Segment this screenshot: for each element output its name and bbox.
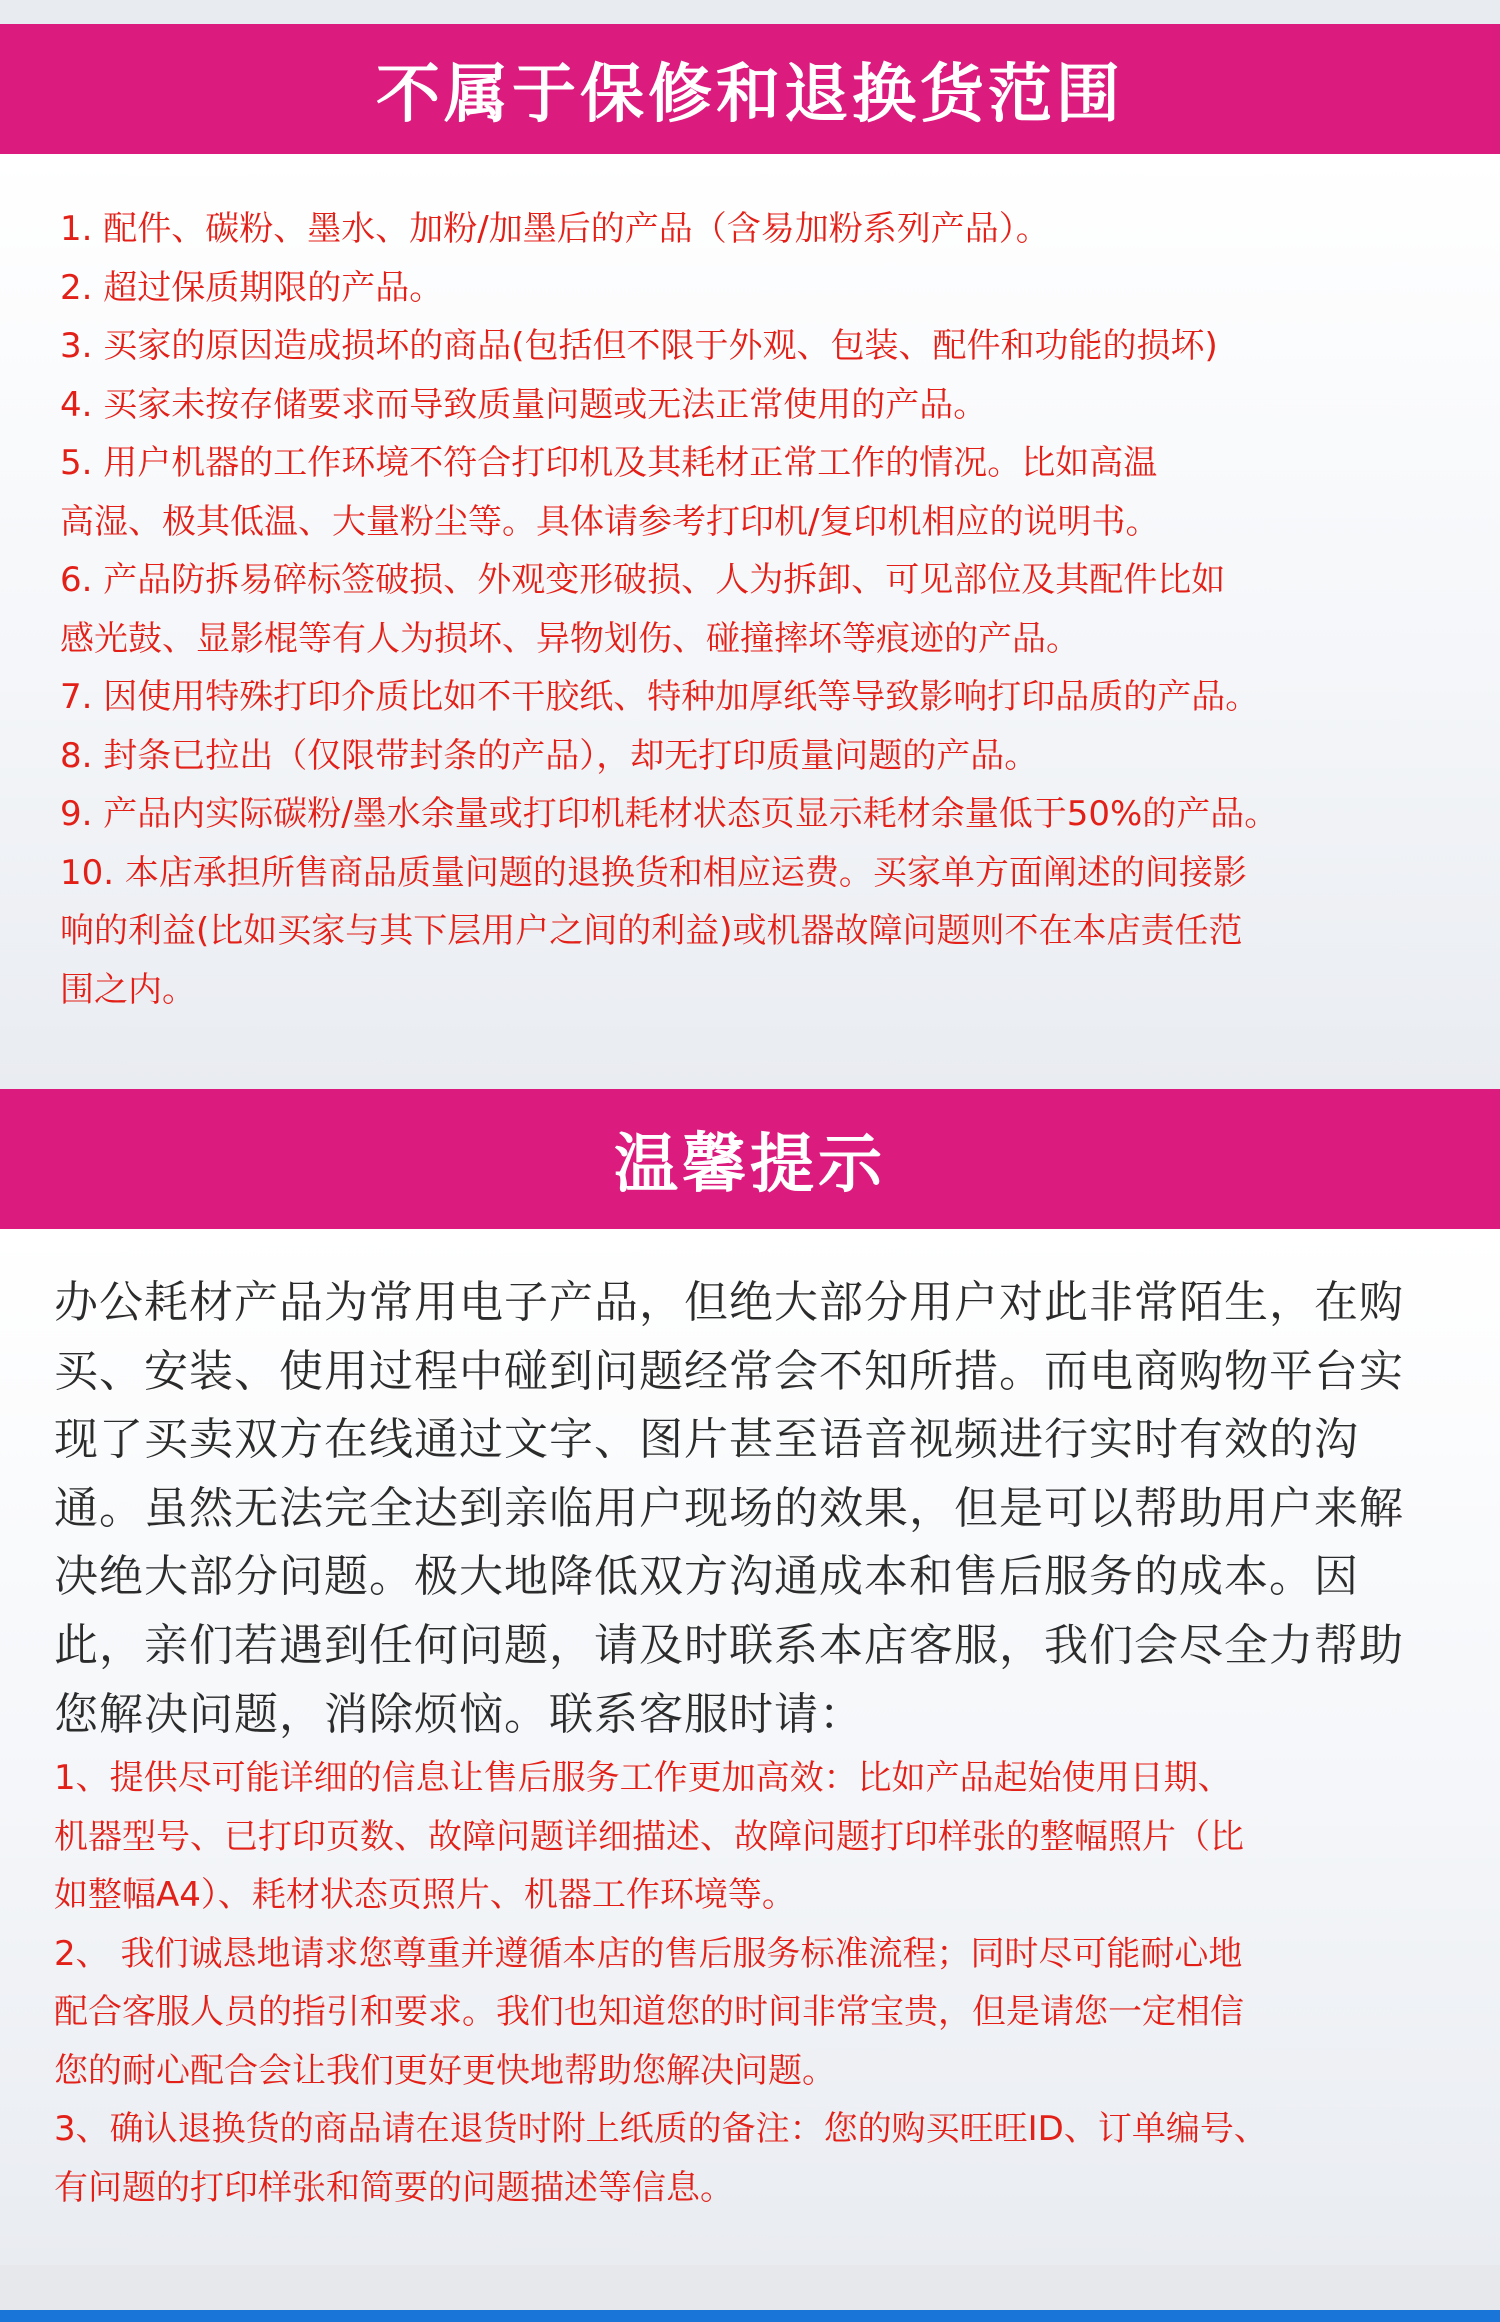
bottom-accent-bar [0, 2310, 1500, 2322]
section1-title-banner [0, 24, 1500, 154]
top-strip [0, 0, 1500, 24]
bottom-strip [0, 2265, 1500, 2310]
exclusion-item-8: 8. 封条已拉出（仅限带封条的产品），却无打印质量问题的产品。 [60, 735, 1039, 776]
section2-title-banner [0, 1089, 1500, 1229]
section1-title: 不属于保修和退换货范围 [376, 58, 1124, 132]
tips-list [0, 1749, 1500, 2217]
exclusion-item-9: 9. 产品内实际碳粉/墨水余量或打印机耗材状态页显示耗材余量低于50%的产品。 [60, 794, 1279, 834]
tip-item-3: 3、确认退换货的商品请在退货时附上纸质的备注：您的购买旺旺ID、订单编号、 有问题的打印样张和简要的问题描述等信息。 [54, 2109, 1268, 2208]
exclusion-item-1: 1. 配件、碳粉、墨水、加粉/加墨后的产品（含易加粉系列产品）。 [60, 209, 1050, 249]
tip-item-1: 1、提供尽可能详细的信息让售后服务工作更加高效：比如产品起始使用日期、 机器型号、已打印页数、故障问题详细描述、故障问题打印样张的整幅照片（比 如整幅A4）、耗材状态页照片、机器工作环境等。 [54, 1758, 1244, 1916]
exclusion-item-6: 6. 产品防拆易碎标签破损、外观变形破损、人为拆卸、可见部位及其配件比如 感光鼓、显影棍等有人为损坏、异物划伤、碰撞摔坏等痕迹的产品。 [60, 560, 1226, 659]
section1-panel [0, 154, 1500, 1089]
exclusion-item-5: 5. 用户机器的工作环境不符合打印机及其耗材正常工作的情况。比如高温 高湿、极其低温、大量粉尘等。具体请参考打印机/复印机相应的说明书。 [60, 443, 1160, 542]
tip-item-2: 2、 我们诚恳地请求您尊重并遵循本店的售后服务标准流程；同时尽可能耐心地 配合客服人员的指引和要求。我们也知道您的时间非常宝贵，但是请您一定相信 您的耐心配合会让我们更好更快地帮助您解决问题。 [54, 1933, 1244, 2091]
exclusion-item-10: 10. 本店承担所售商品质量问题的退换货和相应运费。买家单方面阐述的间接影 响的利益(比如买家与其下层用户之间的利益)或机器故障问题则不在本店责任范 围之内。 [60, 852, 1247, 1010]
exclusion-item-4: 4. 买家未按存储要求而导致质量问题或无法正常使用的产品。 [60, 384, 988, 425]
exclusion-item-7: 7. 因使用特殊打印介质比如不干胶纸、特种加厚纸等导致影响打印品质的产品。 [60, 677, 1260, 717]
section2-title: 温馨提示 [614, 1128, 886, 1202]
exclusion-item-2: 2. 超过保质期限的产品。 [60, 267, 444, 308]
exclusion-item-3: 3. 买家的原因造成损坏的商品(包括但不限于外观、包装、配件和功能的损坏) [60, 326, 1218, 366]
section2-panel [0, 1229, 1500, 2265]
tips-intro-paragraph: 办公耗材产品为常用电子产品，但绝大部分用户对此非常陌生，在购买、安装、使用过程中碰到问题经常会不知所措。而电商购物平台实现了买卖双方在线通过文字、图片甚至语音视频进行实时有效的沟通。虽然无法完全达到亲临用户现场的效果，但是可以帮助用户来解决绝大部分问题。极大地降低双方沟通成本和售后服务的成本。因此，亲们若遇到任何问题，请及时联系本店客服，我们会尽全力帮助您解决问题，消除烦恼。联系客服时请： [54, 1277, 1404, 1740]
exclusion-list [0, 154, 1500, 1019]
